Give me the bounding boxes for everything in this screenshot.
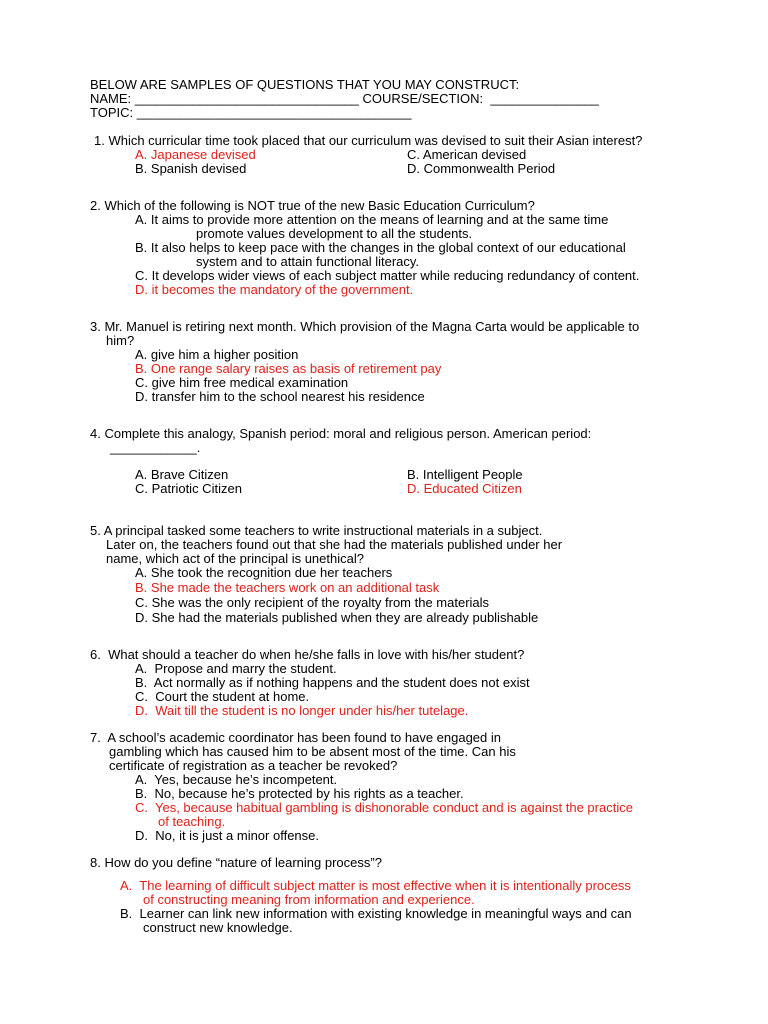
q2-option-a-cont: promote values development to all the students. xyxy=(196,226,473,241)
q2-stem: 2. Which of the following is NOT true of the new Basic Education Curriculum? xyxy=(90,198,535,213)
q6-option-d: D. Wait till the student is no longer under his/her tutelage. xyxy=(135,703,469,718)
topic-line: TOPIC: ______________________________________ xyxy=(90,105,412,120)
q8-option-a: A. The learning of difficult subject matter is most effective when it is intentionally process xyxy=(120,878,631,893)
q1-stem: 1. Which curricular time took placed that our curriculum was devised to suit their Asian interest? xyxy=(94,133,643,148)
q2-option-b: B. It also helps to keep pace with the changes in the global context of our educational xyxy=(135,240,626,255)
q2-option-b-cont: system and to attain functional literacy. xyxy=(196,254,420,269)
q6-stem: 6. What should a teacher do when he/she falls in love with his/her student? xyxy=(90,647,525,662)
q3-option-c: C. give him free medical examination xyxy=(135,375,349,390)
q3-stem-cont: him? xyxy=(106,333,135,348)
q5-option-c: C. She was the only recipient of the royalty from the materials xyxy=(135,595,490,610)
q8-stem: 8. How do you define “nature of learning process”? xyxy=(90,855,382,870)
q6-option-b: B. Act normally as if nothing happens and the student does not exist xyxy=(135,675,530,690)
q7-option-c: C. Yes, because habitual gambling is dishonorable conduct and is against the practice xyxy=(135,800,633,815)
q4-option-d: D. Educated Citizen xyxy=(407,481,522,496)
q4-stem: 4. Complete this analogy, Spanish period: moral and religious person. American period: xyxy=(90,426,592,441)
q3-option-b: B. One range salary raises as basis of retirement pay xyxy=(135,361,442,376)
q6-option-a: A. Propose and marry the student. xyxy=(135,661,337,676)
q1-option-d: D. Commonwealth Period xyxy=(407,161,556,176)
q4-option-c: C. Patriotic Citizen xyxy=(135,481,242,496)
q5-stem: 5. A principal tasked some teachers to write instructional materials in a subject. xyxy=(90,523,543,538)
q8-option-b-cont: construct new knowledge. xyxy=(143,920,293,935)
q4-option-a: A. Brave Citizen xyxy=(135,467,229,482)
q5-option-b: B. She made the teachers work on an additional task xyxy=(135,580,440,595)
q8-option-a-cont: of constructing meaning from information and experience. xyxy=(143,892,475,907)
q2-option-a: A. It aims to provide more attention on the means of learning and at the same time xyxy=(135,212,609,227)
q7-option-a: A. Yes, because he’s incompetent. xyxy=(135,772,338,787)
name-course-line: NAME: _______________________________ COURSE/SECTION: _______________ xyxy=(90,91,599,106)
q2-option-c: C. It develops wider views of each subject matter while reducing redundancy of content. xyxy=(135,268,640,283)
q7-option-d: D. No, it is just a minor offense. xyxy=(135,828,319,843)
q4-option-b: B. Intelligent People xyxy=(407,467,523,482)
q6-option-c: C. Court the student at home. xyxy=(135,689,310,704)
instructions-heading: BELOW ARE SAMPLES OF QUESTIONS THAT YOU MAY CONSTRUCT: xyxy=(90,77,520,92)
q7-option-c-cont: of teaching. xyxy=(158,814,226,829)
q2-option-d: D. it becomes the mandatory of the government. xyxy=(135,282,414,297)
q1-option-a: A. Japanese devised xyxy=(135,147,256,162)
q5-option-d: D. She had the materials published when they are already publishable xyxy=(135,610,539,625)
q7-stem-cont-2: certificate of registration as a teacher be revoked? xyxy=(109,758,398,773)
q8-option-b: B. Learner can link new information with existing knowledge in meaningful ways and can xyxy=(120,906,632,921)
q3-stem: 3. Mr. Manuel is retiring next month. Which provision of the Magna Carta would be applicable to xyxy=(90,319,640,334)
q4-blank: ____________. xyxy=(110,440,201,455)
q3-option-a: A. give him a higher position xyxy=(135,347,299,362)
q5-stem-cont-2: name, which act of the principal is unethical? xyxy=(106,551,364,566)
q1-option-c: C. American devised xyxy=(407,147,527,162)
q7-stem: 7. A school’s academic coordinator has been found to have engaged in xyxy=(90,730,501,745)
q1-option-b: B. Spanish devised xyxy=(135,161,247,176)
q7-option-b: B. No, because he’s protected by his rights as a teacher. xyxy=(135,786,464,801)
q5-option-a: A. She took the recognition due her teachers xyxy=(135,565,393,580)
q5-stem-cont-1: Later on, the teachers found out that she had the materials published under her xyxy=(106,537,563,552)
q3-option-d: D. transfer him to the school nearest his residence xyxy=(135,389,425,404)
q7-stem-cont-1: gambling which has caused him to be absent most of the time. Can his xyxy=(109,744,516,759)
